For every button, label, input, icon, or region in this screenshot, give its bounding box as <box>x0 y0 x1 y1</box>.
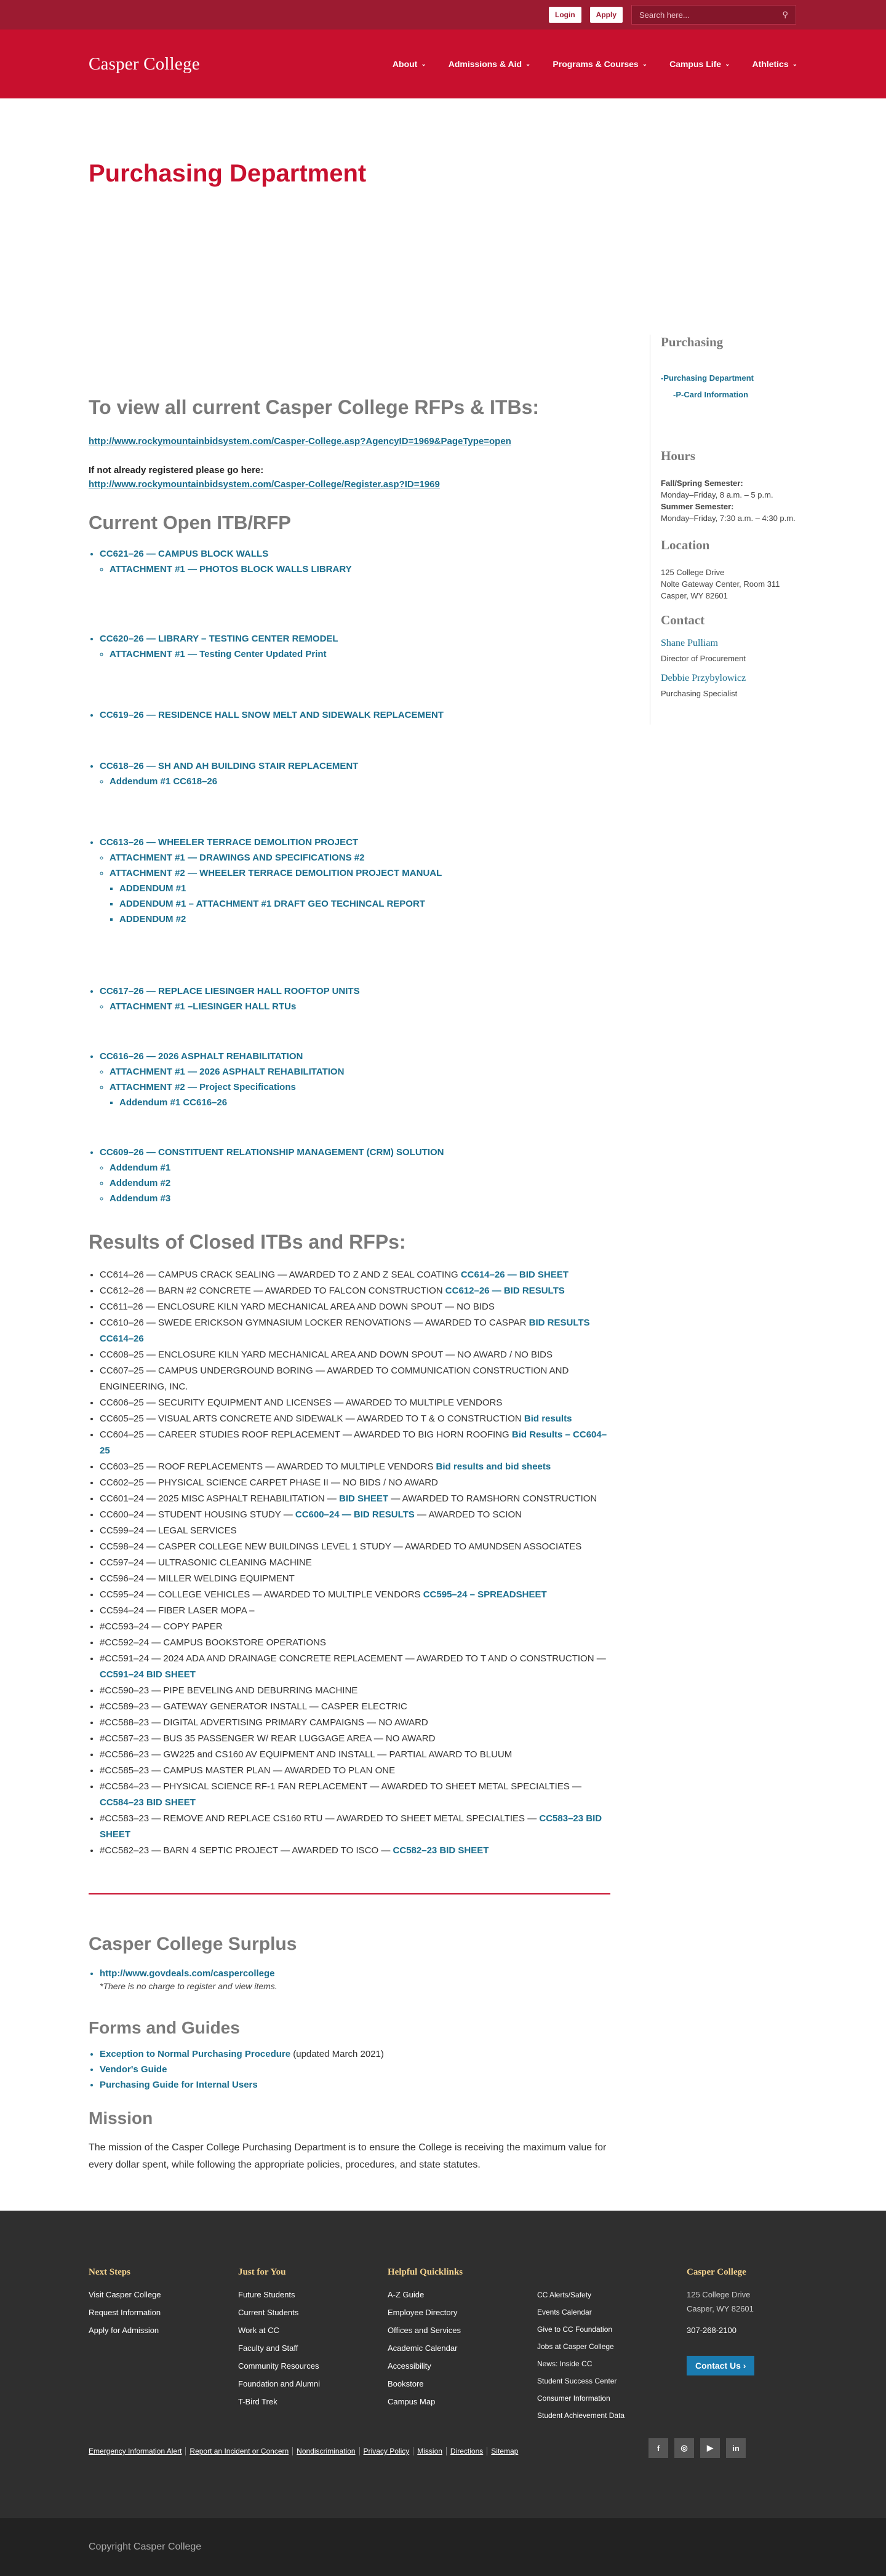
closed-result-link[interactable]: CC600–24 — BID RESULTS <box>295 1509 415 1520</box>
mission-heading: Mission <box>89 2109 153 2128</box>
hours-label: Summer Semester: <box>661 502 734 511</box>
rfp-addendum[interactable]: ▪ ADDENDUM #1 – ATTACHMENT #1 DRAFT GEO TECHINCAL REPORT <box>119 899 612 909</box>
form-link[interactable]: Purchasing Guide for Internal Users <box>100 2080 258 2090</box>
closed-result-item <box>100 1651 612 1683</box>
contact-us-label: Contact Us <box>695 2361 741 2371</box>
search-input[interactable] <box>631 5 796 25</box>
rfp-attachment-label: ATTACHMENT #2 — Project Specifications <box>110 1082 296 1092</box>
closed-result-text: CC596–24 — MILLER WELDING EQUIPMENT <box>100 1573 295 1584</box>
hours-label: Fall/Spring Semester: <box>661 479 743 488</box>
closed-result-item <box>100 1747 612 1763</box>
not-registered-text: If not already registered please go here: <box>89 465 264 475</box>
closed-result-item <box>100 1843 612 1859</box>
nav-about-label: About <box>392 59 418 69</box>
closed-result-after: — AWARDED TO RAMSHORN CONSTRUCTION <box>388 1493 597 1504</box>
rfp-group <box>89 1051 612 1108</box>
closed-result-after: — AWARDED TO SCION <box>414 1509 522 1520</box>
rfp-item[interactable] <box>100 1147 612 1204</box>
open-rfp-list <box>89 549 612 1204</box>
rfp-item[interactable] <box>100 761 612 787</box>
closed-result-item <box>100 1779 612 1811</box>
rfp-group <box>89 549 612 574</box>
footer-link[interactable]: Request Information <box>89 2308 161 2317</box>
chevron-down-icon: ⌄ <box>642 60 648 68</box>
footer-link[interactable]: Work at CC <box>238 2326 279 2335</box>
footer-link[interactable]: News: Inside CC <box>537 2359 593 2368</box>
closed-result-item <box>100 1587 612 1603</box>
closed-result-item <box>100 1683 612 1699</box>
closed-result-item <box>100 1811 612 1843</box>
chevron-down-icon: ⌄ <box>421 60 426 68</box>
rfp-addendum[interactable]: ▪ ADDENDUM #2 <box>119 914 612 924</box>
closed-result-text: #CC587–23 — BUS 35 PASSENGER W/ REAR LUGGAGE AREA — NO AWARD <box>100 1733 436 1744</box>
closed-result-text: #CC585–23 — CAMPUS MASTER PLAN — AWARDED TO PLAN ONE <box>100 1765 396 1776</box>
rfp-attachment[interactable]: ◦ ATTACHMENT #1 –LIESINGER HALL RTUs <box>110 1001 612 1012</box>
closed-result-item <box>100 1763 612 1779</box>
site-header <box>0 30 886 98</box>
footer-legal-link[interactable]: Mission <box>413 2447 447 2455</box>
closed-result-text: #CC589–23 — GATEWAY GENERATOR INSTALL — CASPER ELECTRIC <box>100 1701 407 1712</box>
rfp-item[interactable]: • CC619–26 — RESIDENCE HALL SNOW MELT AND SIDEWALK REPLACEMENT <box>100 710 612 720</box>
copyright-text: Copyright Casper College <box>89 2542 202 2552</box>
footer-link[interactable]: Campus Map <box>388 2397 436 2406</box>
rfp-group <box>89 1147 612 1204</box>
footer-legal-link[interactable]: Sitemap <box>491 2447 519 2455</box>
copyright-bar <box>0 2518 886 2576</box>
nav-admissions-label: Admissions & Aid <box>448 59 522 69</box>
footer-legal-link[interactable]: Report an Incident or Concern <box>186 2447 293 2455</box>
closed-result-text: #CC588–23 — DIGITAL ADVERTISING PRIMARY CAMPAIGNS — NO AWARD <box>100 1717 428 1728</box>
footer-legal-link[interactable]: Directions <box>447 2447 487 2455</box>
rfp-item-label: CC617–26 — REPLACE LIESINGER HALL ROOFTOP UNITS <box>100 986 360 996</box>
surplus-heading: Casper College Surplus <box>89 1934 297 1954</box>
rfp-addendum[interactable]: ▪ Addendum #1 CC616–26 <box>119 1097 612 1108</box>
surplus-list <box>89 1968 612 1979</box>
footer-link[interactable]: Bookstore <box>388 2379 424 2388</box>
closed-result-text: CC599–24 — LEGAL SERVICES <box>100 1525 237 1536</box>
rfp-attachment[interactable] <box>110 868 612 924</box>
closed-result-item <box>100 1363 612 1395</box>
closed-result-link[interactable]: CC595–24 – SPREADSHEET <box>423 1589 547 1600</box>
footer-link[interactable]: Events Calendar <box>537 2308 592 2316</box>
footer-link[interactable]: A-Z Guide <box>388 2290 425 2299</box>
closed-list <box>89 1267 612 1859</box>
instagram-icon[interactable]: ◎ <box>674 2438 694 2458</box>
mission-text: The mission of the Casper College Purchasing Department is to ensure the College is receiving the maximum value for every dollar spent, while following the appropriate policies, procedures, and state statutes. <box>89 2142 607 2170</box>
apply-button[interactable]: Apply <box>590 7 623 23</box>
main-content <box>89 320 612 2174</box>
closed-result-link[interactable]: Bid results <box>524 1413 572 1424</box>
chevron-down-icon: ⌄ <box>725 60 730 68</box>
chevron-down-icon: ⌄ <box>792 60 797 68</box>
footer-legal-link[interactable]: Privacy Policy <box>360 2447 414 2455</box>
closed-result-item <box>100 1523 612 1539</box>
footer-college <box>687 2267 797 2428</box>
footer-link[interactable]: Student Success Center <box>537 2377 617 2385</box>
nav-campus-life[interactable] <box>669 59 730 69</box>
closed-result-text: CC595–24 — COLLEGE VEHICLES — AWARDED TO MULTIPLE VENDORS <box>100 1589 423 1600</box>
rfp-item[interactable] <box>100 549 612 574</box>
closed-result-text: CC610–26 — SWEDE ERICKSON GYMNASIUM LOCKER RENOVATIONS — AWARDED TO CASPAR <box>100 1318 529 1328</box>
closed-result-text: #CC586–23 — GW225 and CS160 AV EQUIPMENT AND INSTALL — PARTIAL AWARD TO BLUUM <box>100 1749 513 1760</box>
footer-link[interactable]: Current Students <box>238 2308 299 2317</box>
contact-us-button[interactable] <box>687 2356 754 2375</box>
footer-link[interactable]: Visit Casper College <box>89 2290 161 2299</box>
login-button[interactable]: Login <box>549 7 581 23</box>
footer-just-for-you <box>238 2267 388 2428</box>
closed-result-link[interactable]: CC584–23 BID SHEET <box>100 1797 196 1808</box>
form-link[interactable]: Vendor's Guide <box>100 2064 167 2075</box>
page-title: Purchasing Department <box>89 160 367 187</box>
closed-result-item <box>100 1267 612 1283</box>
contact-name[interactable]: Debbie Przybylowicz <box>661 673 746 683</box>
sidebar-title: Purchasing <box>661 335 724 349</box>
closed-result-link[interactable]: Bid Results – CC604–25 <box>100 1429 607 1456</box>
rfp-attachment[interactable]: ◦ ATTACHMENT #1 — PHOTOS BLOCK WALLS LIBRARY <box>110 564 612 574</box>
contact-title: Contact <box>661 613 705 627</box>
nav-admissions[interactable] <box>449 59 531 69</box>
rfp-group <box>89 710 612 720</box>
rfp-item-label: CC613–26 — WHEELER TERRACE DEMOLITION PROJECT <box>100 837 359 848</box>
rfp-group <box>89 761 612 787</box>
closed-result-text: #CC592–24 — CAMPUS BOOKSTORE OPERATIONS <box>100 1637 326 1648</box>
footer-address: 125 College Drive <box>687 2290 751 2299</box>
closed-result-text: CC603–25 — ROOF REPLACEMENTS — AWARDED TO MULTIPLE VENDORS <box>100 1461 436 1472</box>
closed-result-text: CC612–26 — BARN #2 CONCRETE — AWARDED TO FALCON CONSTRUCTION <box>100 1286 445 1296</box>
footer-phone[interactable]: 307-268-2100 <box>687 2326 736 2335</box>
rfp-item-label: CC609–26 — CONSTITUENT RELATIONSHIP MANAGEMENT (CRM) SOLUTION <box>100 1147 444 1158</box>
nav-programs[interactable] <box>553 59 647 69</box>
nav-athletics-label: Athletics <box>752 59 789 69</box>
closed-result-item <box>100 1395 612 1411</box>
footer-address: Casper, WY 82601 <box>687 2304 754 2313</box>
location-line: 125 College Drive <box>661 568 725 577</box>
rfp-group <box>89 986 612 1012</box>
footer-link[interactable]: Employee Directory <box>388 2308 458 2317</box>
closed-result-item <box>100 1731 612 1747</box>
footer-link[interactable]: Future Students <box>238 2290 295 2299</box>
closed-result-text: CC604–25 — CAREER STUDIES ROOF REPLACEMENT — AWARDED TO BIG HORN ROOFING <box>100 1429 512 1440</box>
rfp-addendum[interactable]: ▪ ADDENDUM #1 <box>119 883 612 894</box>
closed-result-text: #CC583–23 — REMOVE AND REPLACE CS160 RTU — AWARDED TO SHEET METAL SPECIALTIES — <box>100 1813 540 1824</box>
closed-result-item <box>100 1283 612 1299</box>
footer-link[interactable]: Community Resources <box>238 2361 319 2371</box>
form-link[interactable]: Exception to Normal Purchasing Procedure <box>100 2049 291 2059</box>
closed-result-text: #CC582–23 — BARN 4 SEPTIC PROJECT — AWARDED TO ISCO — <box>100 1845 393 1856</box>
closed-result-text: CC597–24 — ULTRASONIC CLEANING MACHINE <box>100 1557 312 1568</box>
form-item <box>100 2080 612 2090</box>
rfp-attachment-label: ATTACHMENT #2 — WHEELER TERRACE DEMOLITION PROJECT MANUAL <box>110 868 442 878</box>
nav-athletics[interactable] <box>752 59 797 69</box>
footer-next-steps <box>89 2267 238 2428</box>
footer-link[interactable]: CC Alerts/Safety <box>537 2291 592 2299</box>
closed-result-item <box>100 1555 612 1571</box>
closed-result-text: CC594–24 — FIBER LASER MOPA – <box>100 1605 255 1616</box>
closed-result-text: #CC590–23 — PIPE BEVELING AND DEBURRING MACHINE <box>100 1685 358 1696</box>
closed-result-item <box>100 1539 612 1555</box>
closed-result-text: CC598–24 — CASPER COLLEGE NEW BUILDINGS LEVEL 1 STUDY — AWARDED TO AMUNDSEN ASSOCIATES <box>100 1541 582 1552</box>
closed-result-text: CC602–25 — PHYSICAL SCIENCE CARPET PHASE II — NO BIDS / NO AWARD <box>100 1477 438 1488</box>
utility-bar <box>0 0 886 30</box>
closed-result-link[interactable]: CC591–24 BID SHEET <box>100 1669 196 1680</box>
closed-result-item <box>100 1715 612 1731</box>
closed-result-link[interactable]: Bid results and bid sheets <box>436 1461 551 1472</box>
rfp-attachment[interactable]: ◦ ATTACHMENT #1 — Testing Center Updated Print <box>110 649 612 659</box>
forms-heading: Forms and Guides <box>89 2018 240 2037</box>
footer-heading: Casper College <box>687 2267 746 2277</box>
footer-quicklinks-2 <box>537 2267 687 2428</box>
open-bids-link[interactable]: http://www.rockymountainbidsystem.com/Casper-College.asp?AgencyID=1969&PageType=open <box>89 436 511 447</box>
closed-result-item <box>100 1699 612 1715</box>
surplus-link[interactable]: http://www.govdeals.com/caspercollege <box>100 1968 275 1979</box>
sidebar-item-pcard[interactable]: -P-Card Information <box>673 390 749 399</box>
social-links <box>649 2438 746 2458</box>
search-icon[interactable]: ⚲ <box>782 10 788 19</box>
forms-list <box>89 2049 612 2090</box>
form-item <box>100 2049 612 2059</box>
footer-legal-link[interactable]: Nondiscrimination <box>293 2447 359 2455</box>
rfp-group <box>89 634 612 659</box>
footer-link[interactable]: Student Achievement Data <box>537 2411 625 2420</box>
hours-value: Monday–Friday, 7:30 a.m. – 4:30 p.m. <box>661 514 796 523</box>
nav-campus-life-label: Campus Life <box>669 59 722 69</box>
contact-role: Purchasing Specialist <box>661 689 738 698</box>
rfp-item[interactable] <box>100 634 612 659</box>
section-divider <box>89 1893 610 1894</box>
open-rfp-heading: Current Open ITB/RFP <box>89 512 291 533</box>
rfp-group <box>89 837 612 924</box>
form-item <box>100 2064 612 2075</box>
footer-heading: Helpful Quicklinks <box>388 2267 463 2277</box>
closed-result-text: #CC584–23 — PHYSICAL SCIENCE RF-1 FAN REPLACEMENT — AWARDED TO SHEET METAL SPECIALTIES — <box>100 1781 581 1792</box>
rfp-item-label: CC616–26 — 2026 ASPHALT REHABILITATION <box>100 1051 303 1062</box>
closed-result-link[interactable]: CC582–23 BID SHEET <box>393 1845 489 1856</box>
facebook-icon[interactable]: f <box>649 2438 668 2458</box>
closed-result-link[interactable]: CC583–23 BID SHEET <box>100 1813 602 1840</box>
footer-link[interactable]: Give to CC Foundation <box>537 2325 613 2334</box>
sidebar <box>650 335 797 725</box>
chevron-right-icon: › <box>743 2361 746 2371</box>
hours-value: Monday–Friday, 8 a.m. – 5 p.m. <box>661 490 773 499</box>
closed-result-text: CC608–25 — ENCLOSURE KILN YARD MECHANICAL AREA AND DOWN SPOUT — NO AWARD / NO BIDS <box>100 1350 553 1360</box>
closed-result-item <box>100 1315 612 1347</box>
footer-quicklinks <box>388 2267 537 2428</box>
rfp-item-label: CC618–26 — SH AND AH BUILDING STAIR REPLACEMENT <box>100 761 359 771</box>
footer-link[interactable]: Faculty and Staff <box>238 2343 298 2353</box>
title-area <box>0 98 886 320</box>
rfp-item[interactable] <box>100 986 612 1012</box>
rfp-item[interactable] <box>100 837 612 924</box>
linkedin-icon[interactable]: in <box>726 2438 746 2458</box>
rfp-addendum[interactable]: ◦ Addendum #3 <box>110 1193 612 1204</box>
footer-link[interactable]: Foundation and Alumni <box>238 2379 320 2388</box>
closed-result-link[interactable]: BID RESULTS CC614–26 <box>100 1318 590 1344</box>
location-line: Casper, WY 82601 <box>661 591 728 600</box>
intro-heading: To view all current Casper College RFPs & ITBs: <box>89 396 540 418</box>
footer-link[interactable]: Accessibility <box>388 2361 431 2371</box>
footer-heading: Just for You <box>238 2267 286 2277</box>
closed-result-link[interactable]: CC614–26 — BID SHEET <box>460 1270 569 1280</box>
closed-result-item <box>100 1299 612 1315</box>
contact-role: Director of Procurement <box>661 654 746 663</box>
rfp-addendum[interactable]: ◦ Addendum #1 CC618–26 <box>110 776 612 787</box>
surplus-note: *There is no charge to register and view items. <box>100 1981 277 1991</box>
closed-result-text: CC601–24 — 2025 MISC ASPHALT REHABILITATION — <box>100 1493 340 1504</box>
closed-result-text: CC600–24 — STUDENT HOUSING STUDY — <box>100 1509 295 1520</box>
closed-result-item <box>100 1427 612 1459</box>
closed-result-text: CC607–25 — CAMPUS UNDERGROUND BORING — AWARDED TO COMMUNICATION CONSTRUCTION AND ENGINEERING, INC. <box>100 1366 569 1392</box>
rfp-attachment[interactable] <box>110 1082 612 1108</box>
footer-heading: Next Steps <box>89 2267 130 2277</box>
rfp-item-label: CC620–26 — LIBRARY – TESTING CENTER REMODEL <box>100 634 338 644</box>
site-footer <box>0 2211 886 2518</box>
intro-section <box>89 396 612 490</box>
closed-result-item <box>100 1459 612 1475</box>
closed-result-link[interactable]: CC612–26 — BID RESULTS <box>445 1286 565 1296</box>
footer-legal-link[interactable]: Emergency Information Alert <box>89 2447 186 2455</box>
site-logo[interactable]: Casper College <box>89 54 200 74</box>
hours-title: Hours <box>661 448 696 463</box>
main-nav <box>393 59 797 69</box>
closed-result-item <box>100 1603 612 1619</box>
closed-result-item <box>100 1507 612 1523</box>
closed-result-item <box>100 1475 612 1491</box>
closed-result-item <box>100 1491 612 1507</box>
closed-result-link[interactable]: BID SHEET <box>339 1493 389 1504</box>
rfp-attachment[interactable]: ◦ ATTACHMENT #1 — 2026 ASPHALT REHABILITATION <box>110 1067 612 1077</box>
closed-result-text: #CC593–24 — COPY PAPER <box>100 1621 223 1632</box>
rfp-addendum[interactable]: ◦ Addendum #2 <box>110 1178 612 1188</box>
footer-link[interactable]: T-Bird Trek <box>238 2397 277 2406</box>
closed-result-text: CC605–25 — VISUAL ARTS CONCRETE AND SIDEWALK — AWARDED TO T & O CONSTRUCTION <box>100 1413 524 1424</box>
rfp-item-label: CC621–26 — CAMPUS BLOCK WALLS <box>100 549 269 559</box>
closed-heading: Results of Closed ITBs and RFPs: <box>89 1231 406 1253</box>
closed-result-item <box>100 1347 612 1363</box>
footer-link[interactable]: Apply for Admission <box>89 2326 159 2335</box>
closed-result-item <box>100 1571 612 1587</box>
rfp-attachment[interactable]: ◦ ATTACHMENT #1 — DRAWINGS AND SPECIFICATIONS #2 <box>110 853 612 863</box>
closed-result-text: CC606–25 — SECURITY EQUIPMENT AND LICENSES — AWARDED TO MULTIPLE VENDORS <box>100 1397 503 1408</box>
nav-programs-label: Programs & Courses <box>553 59 639 69</box>
register-link[interactable]: http://www.rockymountainbidsystem.com/Casper-College/Register.asp?ID=1969 <box>89 479 440 490</box>
nav-about[interactable] <box>393 59 426 69</box>
rfp-item[interactable] <box>100 1051 612 1108</box>
footer-columns <box>89 2267 797 2428</box>
footer-link[interactable]: Jobs at Casper College <box>537 2342 614 2351</box>
contact-name[interactable]: Shane Pulliam <box>661 638 718 648</box>
footer-link[interactable]: Academic Calendar <box>388 2343 458 2353</box>
closed-result-text: #CC591–24 — 2024 ADA AND DRAINAGE CONCRETE REPLACEMENT — AWARDED TO T AND O CONSTRUCTION — <box>100 1653 606 1664</box>
footer-legal-links <box>89 2447 522 2455</box>
footer-link[interactable]: Consumer Information <box>537 2394 610 2403</box>
closed-result-item <box>100 1411 612 1427</box>
closed-result-text: CC614–26 — CAMPUS CRACK SEALING — AWARDED TO Z AND Z SEAL COATING <box>100 1270 461 1280</box>
closed-result-text: CC611–26 — ENCLOSURE KILN YARD MECHANICAL AREA AND DOWN SPOUT — NO BIDS <box>100 1302 495 1312</box>
closed-result-item <box>100 1635 612 1651</box>
chevron-down-icon: ⌄ <box>525 60 531 68</box>
location-line: Nolte Gateway Center, Room 311 <box>661 579 780 589</box>
sidebar-item-purchasing[interactable]: -Purchasing Department <box>661 373 754 383</box>
search-placeholder: Search here... <box>639 10 690 20</box>
rfp-addendum[interactable]: ◦ Addendum #1 <box>110 1163 612 1173</box>
closed-result-item <box>100 1619 612 1635</box>
form-note: (updated March 2021) <box>290 2049 384 2059</box>
youtube-icon[interactable]: ▶ <box>700 2438 720 2458</box>
location-title: Location <box>661 538 710 552</box>
footer-link[interactable]: Offices and Services <box>388 2326 461 2335</box>
main-wrap <box>0 320 886 2174</box>
